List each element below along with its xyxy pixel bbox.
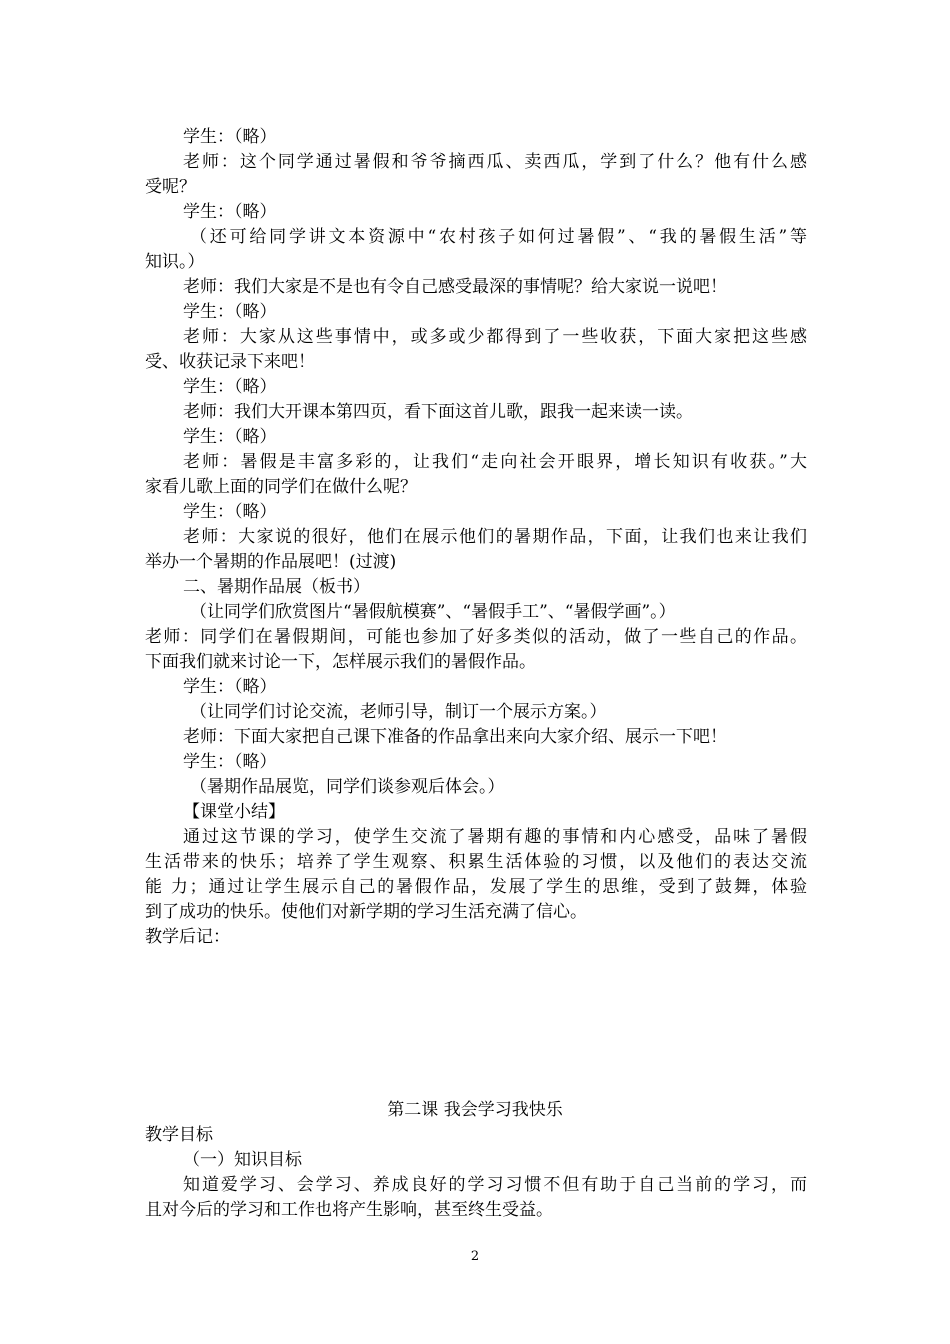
lesson-title: 第二课 我会学习我快乐	[387, 1100, 563, 1120]
text-line: 学生：（略）	[183, 377, 277, 397]
text-line: 学生：（略）	[183, 127, 277, 147]
text-line: 老师：这个同学通过暑假和爷爷摘西瓜、卖西瓜，学到了什么？他有什么感	[183, 152, 807, 172]
text-line: 能 力；通过让学生展示自己的暑假作品，发展了学生的思维，受到了鼓舞，体验	[145, 877, 807, 897]
text-line: 学生：（略）	[183, 302, 277, 322]
text-line: （还可给同学讲文本资源中“农村孩子如何过暑假”、“我的暑假生活”等	[190, 227, 807, 247]
text-line: 学生：（略）	[183, 752, 277, 772]
text-line: 学生：（略）	[183, 427, 277, 447]
section-heading: 教学目标	[145, 1125, 213, 1145]
text-line: 老师：我们大家是不是也有令自己感受最深的事情呢？给大家说一说吧！	[183, 277, 727, 297]
text-line: （让同学们欣赏图片“暑假航模赛”、“暑假手工”、“暑假学画”。）	[190, 602, 676, 622]
text-line: 家看儿歌上面的同学们在做什么呢？	[145, 477, 417, 497]
text-line: 知识。）	[145, 252, 205, 272]
text-line: 受、收获记录下来吧！	[145, 352, 315, 372]
section-heading: 二、暑期作品展（板书）	[183, 577, 370, 597]
text-line: 知道爱学习、会学习、养成良好的学习习惯不但有助于自己当前的学习，而	[183, 1175, 807, 1195]
page-number: 2	[470, 1249, 480, 1264]
text-line: 老师：大家说的很好，他们在展示他们的暑期作品，下面，让我们也来让我们	[183, 527, 807, 547]
text-line: 学生：（略）	[183, 202, 277, 222]
text-line: 受呢？	[145, 177, 196, 197]
text-line: 到了成功的快乐。使他们对新学期的学习生活充满了信心。	[145, 902, 587, 922]
text-line: 教学后记：	[145, 927, 230, 947]
section-heading: 【课堂小结】	[183, 802, 285, 822]
text-line: 老师：我们大开课本第四页，看下面这首儿歌，跟我一起来读一读。	[183, 402, 693, 422]
text-line: 老师：大家从这些事情中，或多或少都得到了一些收获，下面大家把这些感	[183, 327, 807, 347]
text-line: 老师：同学们在暑假期间，可能也参加了好多类似的活动，做了一些自己的作品。	[145, 627, 807, 647]
text-line: 下面我们就来讨论一下，怎样展示我们的暑假作品。	[145, 652, 536, 672]
text-line: 老师：下面大家把自己课下准备的作品拿出来向大家介绍、展示一下吧！	[183, 727, 727, 747]
text-line: 学生：（略）	[183, 502, 277, 522]
text-line: 学生：（略）	[183, 677, 277, 697]
text-line: 老师：暑假是丰富多彩的，让我们“走向社会开眼界，增长知识有收获。”大	[183, 452, 807, 472]
text-line: （暑期作品展览，同学们谈参观后体会。）	[190, 777, 505, 797]
text-line: 生活带来的快乐；培养了学生观察、积累生活体验的习惯，以及他们的表达交流	[145, 852, 807, 872]
text-line: 且对今后的学习和工作也将产生影响，甚至终生受益。	[145, 1200, 553, 1220]
text-line: 举办一个暑期的作品展吧！(过渡)	[145, 552, 397, 572]
sub-heading: （一）知识目标	[183, 1150, 302, 1170]
text-line: （让同学们讨论交流，老师引导，制订一个展示方案。）	[190, 702, 607, 722]
text-line: 通过这节课的学习，使学生交流了暑期有趣的事情和内心感受，品味了暑假	[183, 827, 807, 847]
